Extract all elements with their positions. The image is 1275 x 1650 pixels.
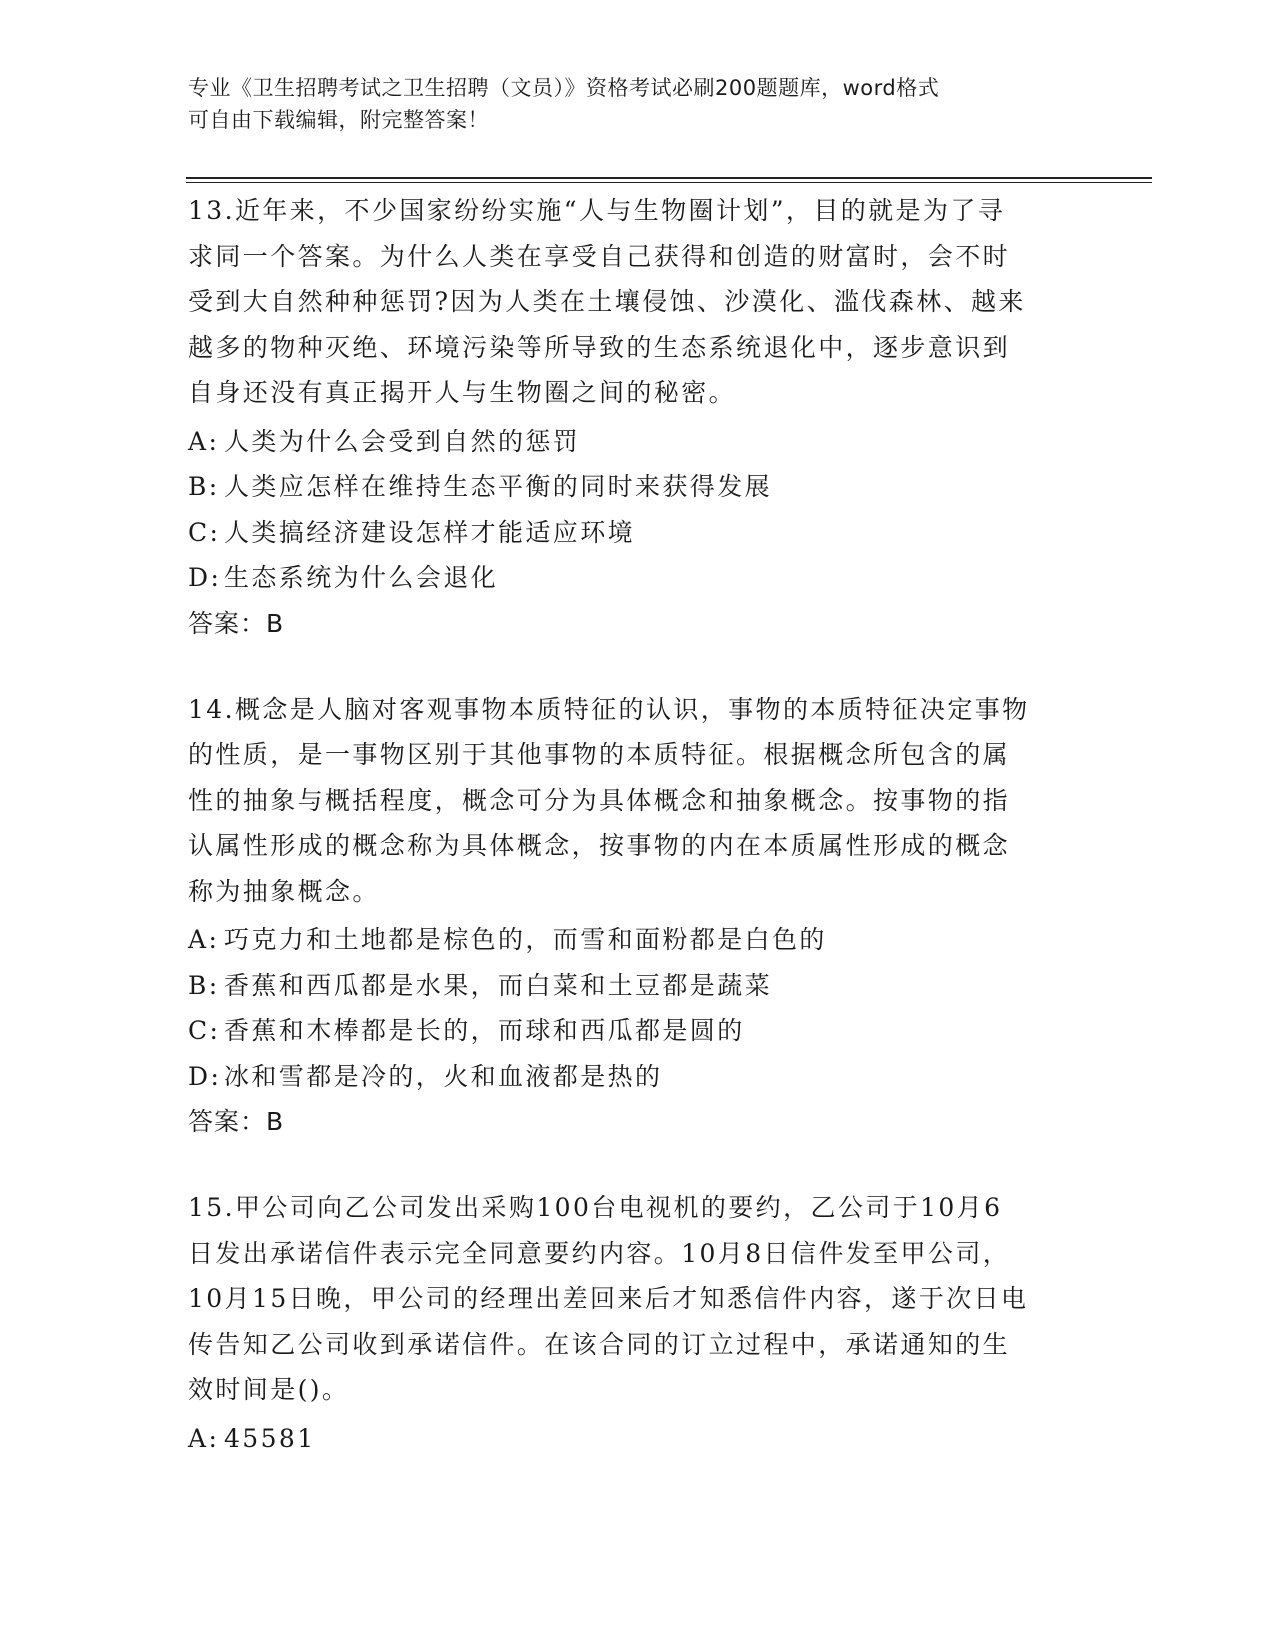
option-key: D: xyxy=(188,1061,222,1091)
answer-label: 答案：B xyxy=(188,608,285,638)
option-d xyxy=(188,1054,1078,1100)
option-key: A: xyxy=(188,1423,220,1453)
header-line-2: 可自由下载编辑，附完整答案！ xyxy=(188,108,489,132)
stem-line: 传告知乙公司收到承诺信件。在该合同的订立过程中，承诺通知的生 xyxy=(188,1329,1011,1359)
option-text: 生态系统为什么会退化 xyxy=(224,563,499,592)
question-list xyxy=(188,188,1078,1501)
option-c xyxy=(188,1008,1078,1054)
stem-line: 性的抽象与概括程度，概念可分为具体概念和抽象概念。按事物的指 xyxy=(188,785,1011,815)
option-a xyxy=(188,917,1078,963)
stem-line: 13.近年来，不少国家纷纷实施“人与生物圈计划”，目的就是为了寻 xyxy=(188,196,1006,225)
option-key: A: xyxy=(188,925,220,954)
option-b xyxy=(188,963,1078,1009)
option-text: 人类搞经济建设怎样才能适应环境 xyxy=(224,517,636,547)
option-c xyxy=(188,510,1078,556)
option-text: 香蕉和木棒都是长的，而球和西瓜都是圆的 xyxy=(224,1016,745,1045)
option-text: 香蕉和西瓜都是水果，而白菜和土豆都是蔬菜 xyxy=(224,970,773,1000)
stem-line: 越多的物种灭绝、环境污染等所导致的生态系统退化中，逐步意识到 xyxy=(188,332,1011,362)
option-text: 45581 xyxy=(224,1423,316,1453)
option-text: 人类应怎样在维持生态平衡的同时来获得发展 xyxy=(224,472,773,501)
stem-line: 的性质，是一事物区别于其他事物的本质特征。根据概念所包含的属 xyxy=(188,740,1011,769)
document-header xyxy=(188,72,1068,136)
stem-line: 日发出承诺信件表示完全同意要约内容。10月8日信件发至甲公司， xyxy=(188,1238,1011,1268)
question-15 xyxy=(188,1185,1078,1461)
option-key: C: xyxy=(188,1016,221,1045)
option-b xyxy=(188,464,1078,510)
stem-line: 自身还没有真正揭开人与生物圈之间的秘密。 xyxy=(188,378,737,407)
stem-line: 称为抽象概念。 xyxy=(188,876,380,906)
option-a xyxy=(188,1416,1078,1462)
stem-line: 效时间是()。 xyxy=(188,1375,350,1404)
option-text: 冰和雪都是冷的，火和血液都是热的 xyxy=(224,1061,663,1091)
option-d xyxy=(188,555,1078,601)
question-13 xyxy=(188,188,1078,647)
option-text: 人类为什么会受到自然的惩罚 xyxy=(224,426,581,456)
header-rule-thin xyxy=(186,182,1152,183)
question-14 xyxy=(188,687,1078,1146)
stem-line: 10月15日晚，甲公司的经理出差回来后才知悉信件内容，遂于次日电 xyxy=(188,1284,1029,1313)
question-stem xyxy=(188,1185,1078,1413)
option-key: C: xyxy=(188,517,221,547)
question-stem xyxy=(188,687,1078,915)
option-key: D: xyxy=(188,563,222,592)
stem-line: 15.甲公司向乙公司发出采购100台电视机的要约，乙公司于10月6 xyxy=(188,1193,1003,1222)
option-key: B: xyxy=(188,472,220,501)
option-text: 巧克力和土地都是棕色的，而雪和面粉都是白色的 xyxy=(224,925,827,954)
stem-line: 求同一个答案。为什么人类在享受自己获得和创造的财富时，会不时 xyxy=(188,241,1011,271)
stem-line: 14.概念是人脑对客观事物本质特征的认识，事物的本质特征决定事物 xyxy=(188,694,1030,724)
answer-label: 答案：B xyxy=(188,1107,285,1136)
header-line-1: 专业《卫生招聘考试之卫生招聘（文员）》资格考试必刷200题题库，word格式 xyxy=(188,76,940,100)
stem-line: 认属性形成的概念称为具体概念，按事物的内在本质属性形成的概念 xyxy=(188,831,1011,860)
option-key: A: xyxy=(188,426,220,456)
option-a xyxy=(188,419,1078,465)
question-stem xyxy=(188,188,1078,416)
stem-line: 受到大自然种种惩罚?因为人类在土壤侵蚀、沙漠化、滥伐森林、越来 xyxy=(188,287,1026,316)
option-key: B: xyxy=(188,970,220,1000)
header-rule-thick xyxy=(186,177,1152,179)
